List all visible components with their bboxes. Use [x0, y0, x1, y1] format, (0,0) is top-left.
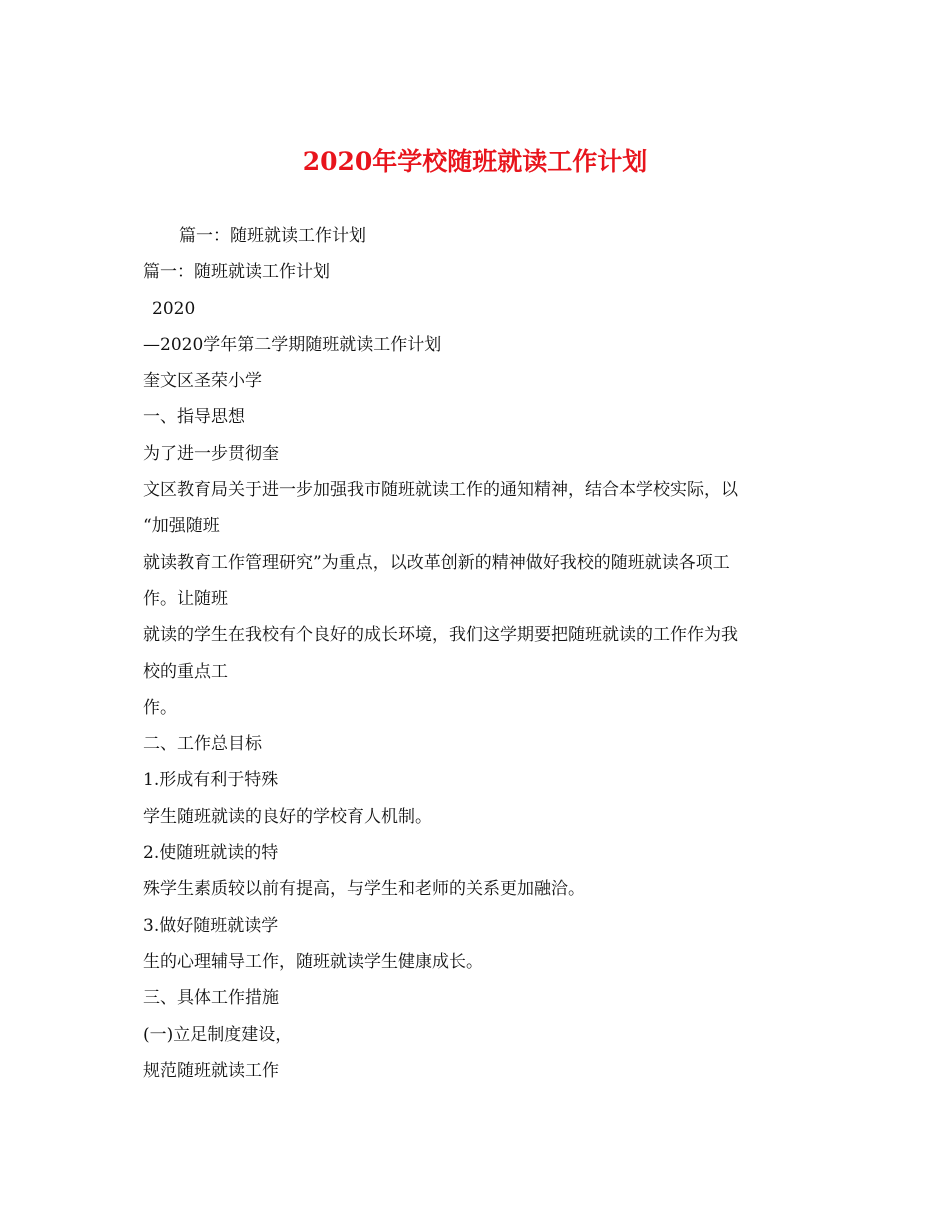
body-line: 殊学生素质较以前有提高，与学生和老师的关系更加融洽。 [143, 879, 585, 900]
body-line: 就读的学生在我校有个良好的成长环境，我们这学期要把随班就读的工作作为我 [143, 625, 738, 646]
body-line: “加强随班 [143, 516, 220, 537]
body-line: 2020 [152, 298, 196, 319]
body-line: 文区教育局关于进一步加强我市随班就读工作的通知精神，结合本学校实际，以 [143, 480, 738, 501]
body-line: 校的重点工 [143, 661, 228, 682]
body-line: 规范随班就读工作 [143, 1060, 279, 1081]
body-line: 奎文区圣荣小学 [143, 371, 262, 392]
body-line: 3.做好随班就读学 [143, 915, 279, 936]
body-line: 作。 [143, 697, 177, 718]
body-line: 篇一：随班就读工作计划 [143, 262, 330, 283]
body-line: 就读教育工作管理研究”为重点，以改革创新的精神做好我校的随班就读各项工 [143, 552, 730, 573]
body-line: 篇一：随班就读工作计划 [179, 226, 366, 246]
body-line: 为了进一步贯彻奎 [143, 443, 279, 464]
body-line: (一)立足制度建设， [143, 1024, 293, 1045]
body-line: 1.形成有利于特殊 [143, 770, 279, 791]
body-line: 学生随班就读的良好的学校育人机制。 [143, 806, 432, 827]
document-body [143, 218, 808, 1089]
section-heading: 三、具体工作措施 [143, 988, 279, 1009]
section-heading: 二、工作总目标 [143, 734, 262, 755]
body-line: 作。让随班 [143, 588, 228, 609]
body-line: —2020学年第二学期随班就读工作计划 [143, 334, 442, 355]
body-line: 生的心理辅导工作，随班就读学生健康成长。 [143, 951, 483, 972]
body-line: 2.使随班就读的特 [143, 843, 279, 864]
section-heading: 一、指导思想 [143, 407, 245, 428]
document-title: 2020年学校随班就读工作计划 [302, 147, 648, 176]
